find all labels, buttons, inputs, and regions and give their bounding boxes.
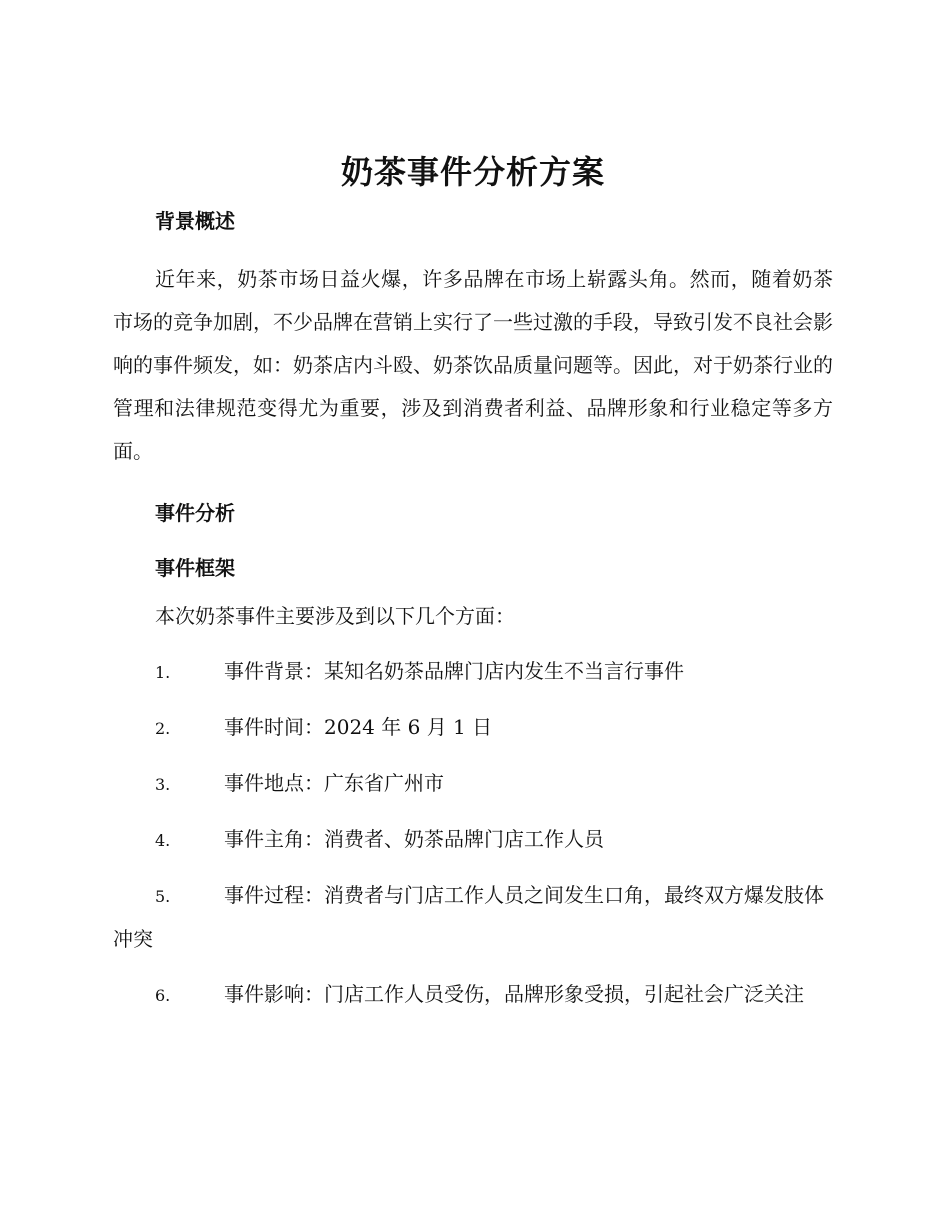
document-title: 奶茶事件分析方案 bbox=[340, 153, 605, 191]
section-heading-framework: 事件框架 bbox=[155, 556, 235, 580]
list-item-number: 6. bbox=[155, 986, 171, 1005]
list-item-text: 事件过程：消费者与门店工作人员之间发生口角，最终双方爆发肢体冲突 bbox=[113, 883, 824, 951]
list-item bbox=[113, 874, 833, 961]
list-item bbox=[113, 706, 833, 750]
list-item-text: 事件影响：门店工作人员受伤，品牌形象受损，引起社会广泛关注 bbox=[224, 982, 804, 1006]
document-content bbox=[113, 150, 833, 1017]
list-item-number: 5. bbox=[155, 887, 171, 906]
list-item-text: 事件主角：消费者、奶茶品牌门店工作人员 bbox=[224, 827, 604, 851]
list-item-number: 4. bbox=[155, 831, 171, 850]
framework-intro: 本次奶茶事件主要涉及到以下几个方面： bbox=[155, 604, 515, 628]
list-item bbox=[113, 650, 833, 694]
list-item bbox=[113, 818, 833, 862]
section-heading-analysis: 事件分析 bbox=[155, 501, 235, 525]
list-item bbox=[113, 762, 833, 806]
background-paragraph: 近年来，奶茶市场日益火爆，许多品牌在市场上崭露头角。然而，随着奶茶市场的竞争加剧，不少品牌在营销上实行了一些过激的手段，导致引发不良社会影响的事件频发，如：奶茶店内斗殴、奶茶饮品质量问题等。因此，对于奶茶行业的管理和法律规范变得尤为重要，涉及到消费者利益、品牌形象和行业稳定等多方面。 bbox=[113, 267, 833, 463]
list-item-text: 事件地点：广东省广州市 bbox=[224, 771, 444, 795]
list-item-text: 事件背景：某知名奶茶品牌门店内发生不当言行事件 bbox=[224, 659, 684, 683]
list-item-number: 2. bbox=[155, 719, 171, 738]
section-heading-background: 背景概述 bbox=[155, 209, 235, 233]
list-item bbox=[113, 973, 833, 1017]
list-item-text: 事件时间：2024 年 6 月 1 日 bbox=[224, 715, 493, 739]
list-item-number: 1. bbox=[155, 663, 171, 682]
list-item-number: 3. bbox=[155, 775, 171, 794]
